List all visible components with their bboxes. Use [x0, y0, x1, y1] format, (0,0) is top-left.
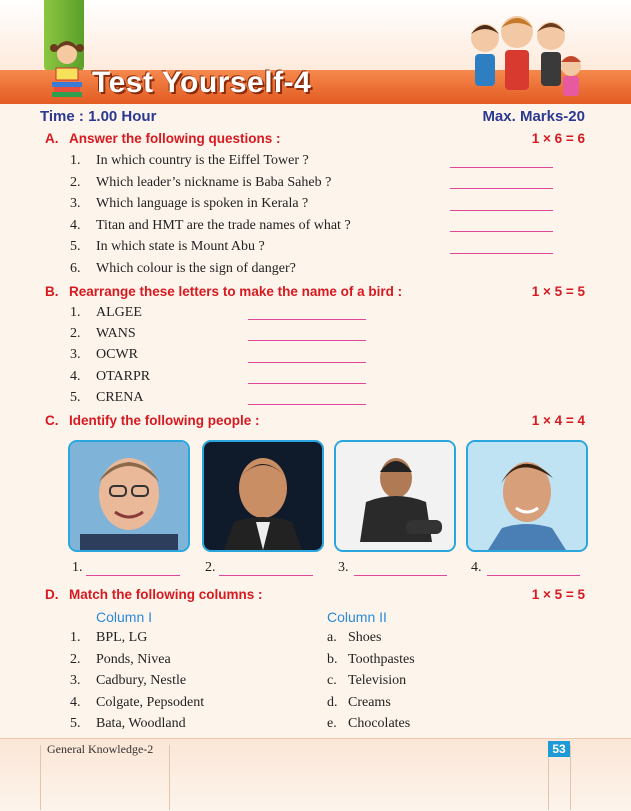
- footer-divider: [570, 745, 571, 810]
- answer-blank[interactable]: [487, 575, 580, 576]
- photo-number: 4.: [471, 560, 482, 575]
- section-b-marks: 1 × 5 = 5: [531, 284, 585, 299]
- time-limit: Time : 1.00 Hour: [40, 108, 157, 125]
- page-number: 53: [548, 741, 570, 757]
- person-photo-4: [466, 440, 588, 552]
- section-a-heading: A. Answer the following questions : 1 × 6 = 6: [45, 131, 585, 146]
- section-d-marks: 1 × 5 = 5: [531, 587, 585, 602]
- scrambled-word: 3. OCWR: [70, 347, 138, 362]
- scrambled-word: 5. CRENA: [70, 390, 144, 405]
- column-1-item: 2. Ponds, Nivea: [70, 652, 171, 667]
- answer-blank[interactable]: [248, 340, 366, 341]
- column-2-item: a. Shoes: [327, 630, 382, 645]
- answer-blank[interactable]: [450, 167, 553, 168]
- column-2-item: e. Chocolates: [327, 716, 411, 731]
- person-photo-3: [334, 440, 456, 552]
- answer-blank[interactable]: [354, 575, 447, 576]
- kids-illustration: [455, 10, 585, 105]
- section-b-heading: B. Rearrange these letters to make the name of a bird : 1 × 5 = 5: [45, 284, 585, 299]
- footer-divider: [40, 745, 41, 810]
- scrambled-word: 4. OTARPR: [70, 369, 151, 384]
- book-title: General Knowledge-2: [47, 742, 154, 756]
- column-1-heading: Column I: [96, 609, 153, 625]
- column-2-heading: Column II: [327, 609, 387, 625]
- answer-blank[interactable]: [248, 319, 366, 320]
- answer-blank[interactable]: [450, 253, 553, 254]
- column-2-item: c. Television: [327, 673, 407, 688]
- question: 5. In which state is Mount Abu ?: [70, 239, 265, 254]
- column-2-item: b. Toothpastes: [327, 652, 415, 667]
- footer-divider: [169, 745, 170, 810]
- answer-blank[interactable]: [86, 575, 180, 576]
- section-c-heading: C. Identify the following people : 1 × 4 = 4: [45, 413, 585, 428]
- answer-blank[interactable]: [248, 404, 366, 405]
- person-photo-1: [68, 440, 190, 552]
- person-photo-2: [202, 440, 324, 552]
- question: 2. Which leader’s nickname is Baba Saheb ?: [70, 175, 332, 190]
- column-1-item: 3. Cadbury, Nestle: [70, 673, 187, 688]
- reading-girl-illustration: [48, 32, 86, 98]
- question: 6. Which colour is the sign of danger?: [70, 261, 296, 276]
- photo-number: 1.: [72, 560, 83, 575]
- question: 1. In which country is the Eiffel Tower ?: [70, 153, 309, 168]
- column-1-item: 1. BPL, LG: [70, 630, 148, 645]
- column-1-item: 4. Colgate, Pepsodent: [70, 695, 205, 710]
- time-marks-row: [40, 108, 585, 125]
- section-d-heading: D. Match the following columns : 1 × 5 = 5: [45, 587, 585, 602]
- column-2-item: d. Creams: [327, 695, 391, 710]
- answer-blank[interactable]: [248, 362, 366, 363]
- scrambled-word: 1. ALGEE: [70, 305, 142, 320]
- section-c-marks: 1 × 4 = 4: [531, 413, 585, 428]
- question: 3. Which language is spoken in Kerala ?: [70, 196, 309, 211]
- scrambled-word: 2. WANS: [70, 326, 136, 341]
- answer-blank[interactable]: [248, 383, 366, 384]
- question: 4. Titan and HMT are the trade names of what ?: [70, 218, 351, 233]
- page-title: Test Yourself-4: [92, 66, 312, 99]
- answer-blank[interactable]: [450, 210, 553, 211]
- answer-blank[interactable]: [450, 188, 553, 189]
- answer-blank[interactable]: [219, 575, 313, 576]
- answer-blank[interactable]: [450, 231, 553, 232]
- photo-number: 3.: [338, 560, 349, 575]
- max-marks: Max. Marks-20: [482, 108, 585, 125]
- section-a-marks: 1 × 6 = 6: [531, 131, 585, 146]
- column-1-item: 5. Bata, Woodland: [70, 716, 186, 731]
- photo-number: 2.: [205, 560, 216, 575]
